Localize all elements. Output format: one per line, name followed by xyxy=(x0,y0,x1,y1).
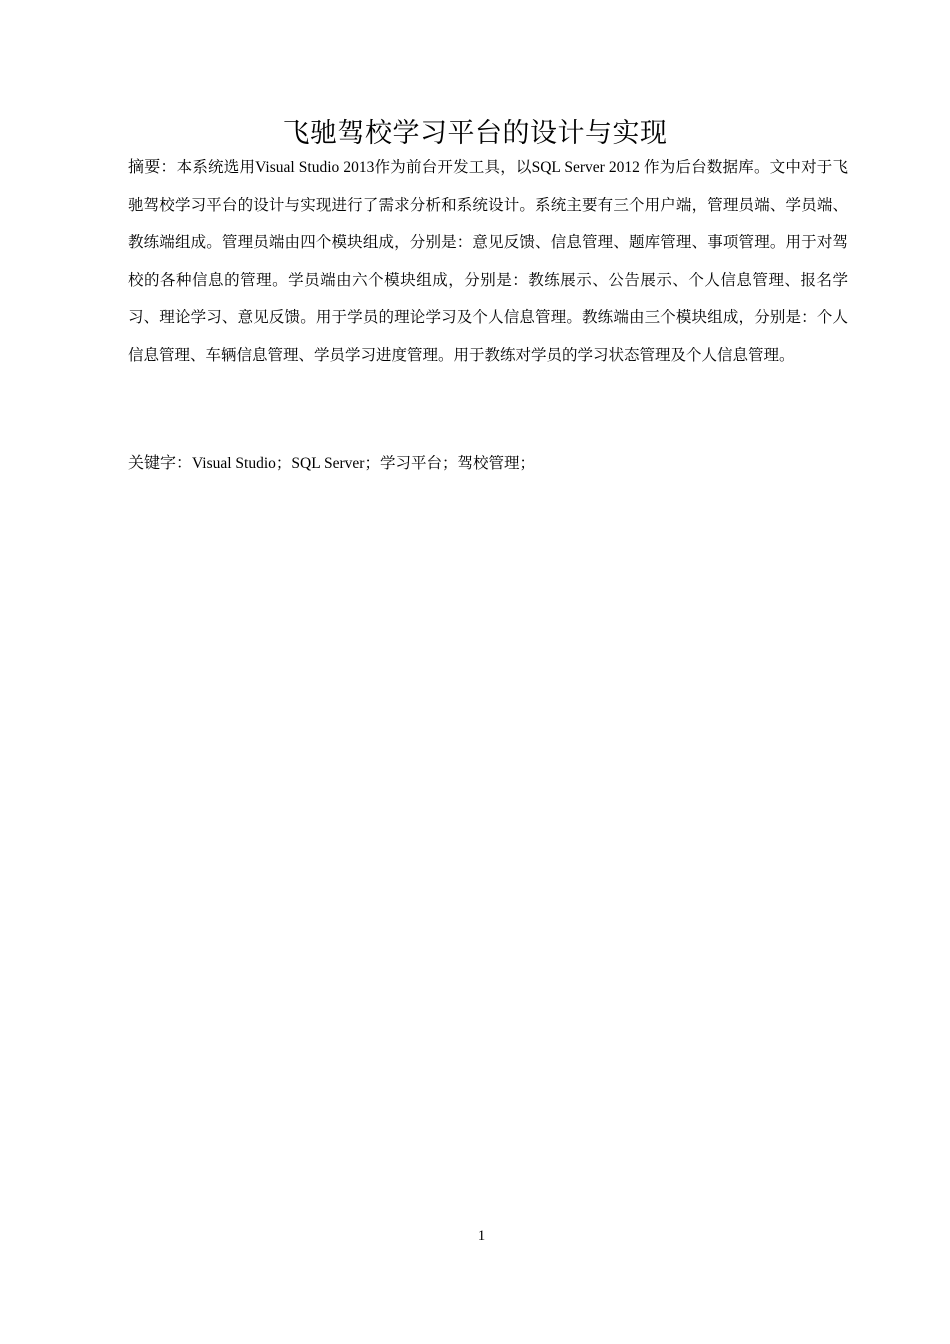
document-title: 飞驰驾校学习平台的设计与实现 xyxy=(282,118,668,149)
keywords-text: Visual Studio；SQL Server；学习平台；驾校管理； xyxy=(192,455,535,472)
abstract-text: 本系统选用Visual Studio 2013作为前台开发工具，以SQL Server 2012 作为后台数据库。文中对于飞驰驾校学习平台的设计与实现进行了需求分析和系统设计。系统主要有三个用户端，管理员端、学员端、教练端组成。管理员端由四个模块组成，分别是：意见反馈、信息管理、题库管理、事项管理。用于对驾校的各种信息的管理。学员端由六个模块组成，分别是：教练展示、公告展示、个人信息管理、报名学习、理论学习、意见反馈。用于学员的理论学习及个人信息管理。教练端由三个模块组成，分别是：个人信息管理、车辆信息管理、学员学习进度管理。用于教练对学员的学习状态管理及个人信息管理。 xyxy=(128,159,848,364)
page-number: 1 xyxy=(477,1228,486,1244)
keywords-label: 关键字： xyxy=(128,453,193,472)
abstract-label: 摘要： xyxy=(128,157,177,176)
abstract-paragraph xyxy=(128,148,848,374)
keywords-line xyxy=(128,446,848,481)
